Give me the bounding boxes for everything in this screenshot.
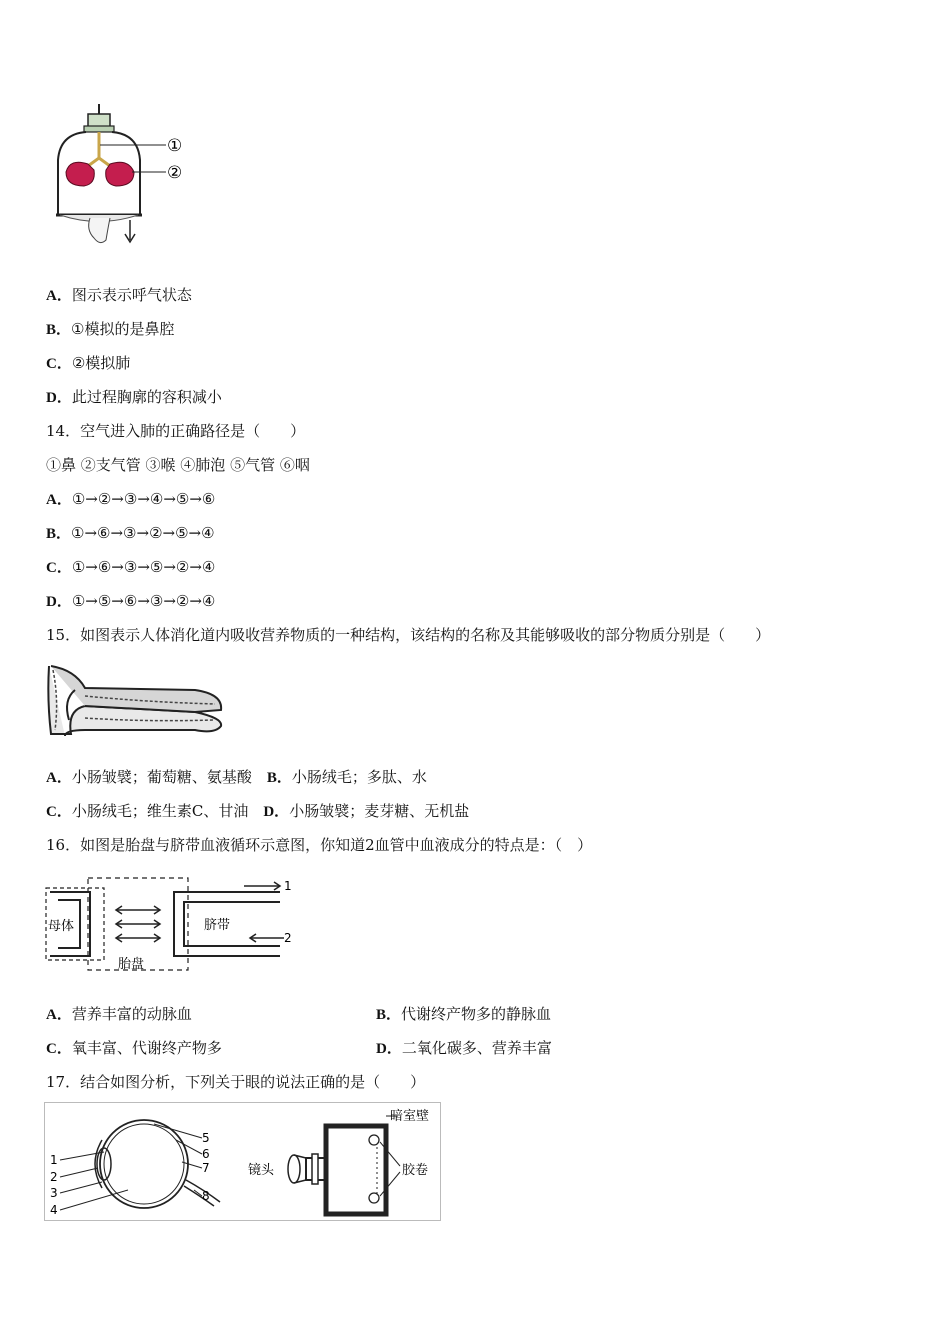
q14-option-d: D．①→⑤→⑥→③→②→④ [46, 592, 216, 610]
q16-stem: 16．如图是胎盘与脐带血液循环示意图，你知道2血管中血液成分的特点是：（ ） [46, 836, 593, 854]
q13-option-b: B．①模拟的是鼻腔 [46, 320, 175, 338]
q16-option-b: B．代谢终产物多的静脉血 [376, 1005, 552, 1023]
q14-option-b: B．①→⑥→③→②→⑤→④ [46, 524, 215, 542]
q16-option-d: D．二氧化碳多、营养丰富 [376, 1039, 552, 1057]
q14-option-a: A．①→②→③→④→⑤→⑥ [46, 490, 216, 508]
mother-label: 母体 [48, 919, 75, 934]
eye-label-8: 8 [202, 1189, 210, 1203]
eye-label-7: 7 [202, 1161, 210, 1175]
darkroom-label: 暗室壁 [390, 1109, 430, 1124]
q14-stem: 14．空气进入肺的正确路径是（ ） [46, 422, 306, 440]
placenta-umbilical-figure [44, 872, 304, 977]
label-1: ① [167, 136, 183, 156]
q13-option-d: D．此过程胸廓的容积减小 [46, 388, 222, 406]
q15-stem: 15．如图表示人体消化道内吸收营养物质的一种结构，该结构的名称及其能够吸收的部分物质分别是（ ） [46, 626, 771, 644]
film-label: 胶卷 [402, 1163, 429, 1178]
eye-label-4: 4 [50, 1203, 58, 1217]
bell-jar-lung-model-figure [50, 100, 195, 250]
q13-option-a: A．图示表示呼气状态 [46, 286, 192, 304]
eye-label-1: 1 [50, 1153, 58, 1167]
q15-options-row2: C．小肠绒毛；维生素C、甘油 D．小肠皱襞；麦芽糖、无机盐 [46, 802, 470, 820]
label-2: ② [167, 163, 183, 183]
q14-items: ①鼻 ②支气管 ③喉 ④肺泡 ⑤气管 ⑥咽 [46, 456, 310, 474]
q15-options-row1: A．小肠皱襞；葡萄糖、氨基酸 B．小肠绒毛；多肽、水 [46, 768, 427, 786]
q16-option-c: C．氧丰富、代谢终产物多 [46, 1039, 222, 1057]
intestinal-villus-figure [45, 660, 225, 740]
q13-option-c: C．②模拟肺 [46, 354, 131, 372]
eye-label-2: 2 [50, 1170, 58, 1184]
cord-label: 脐带 [204, 918, 231, 933]
eye-label-3: 3 [50, 1186, 58, 1200]
q14-option-c: C．①→⑥→③→⑤→②→④ [46, 558, 216, 576]
eye-label-6: 6 [202, 1147, 210, 1161]
placenta-label: 胎盘 [118, 957, 145, 972]
lens-label: 镜头 [248, 1163, 275, 1178]
q16-option-a: A．营养丰富的动脉血 [46, 1005, 192, 1023]
eye-label-5: 5 [202, 1131, 210, 1145]
eye-camera-figure [44, 1102, 442, 1224]
vessel-2-label: 2 [284, 931, 292, 945]
vessel-1-label: 1 [284, 879, 292, 893]
q17-stem: 17．结合如图分析，下列关于眼的说法正确的是（ ） [46, 1073, 426, 1091]
